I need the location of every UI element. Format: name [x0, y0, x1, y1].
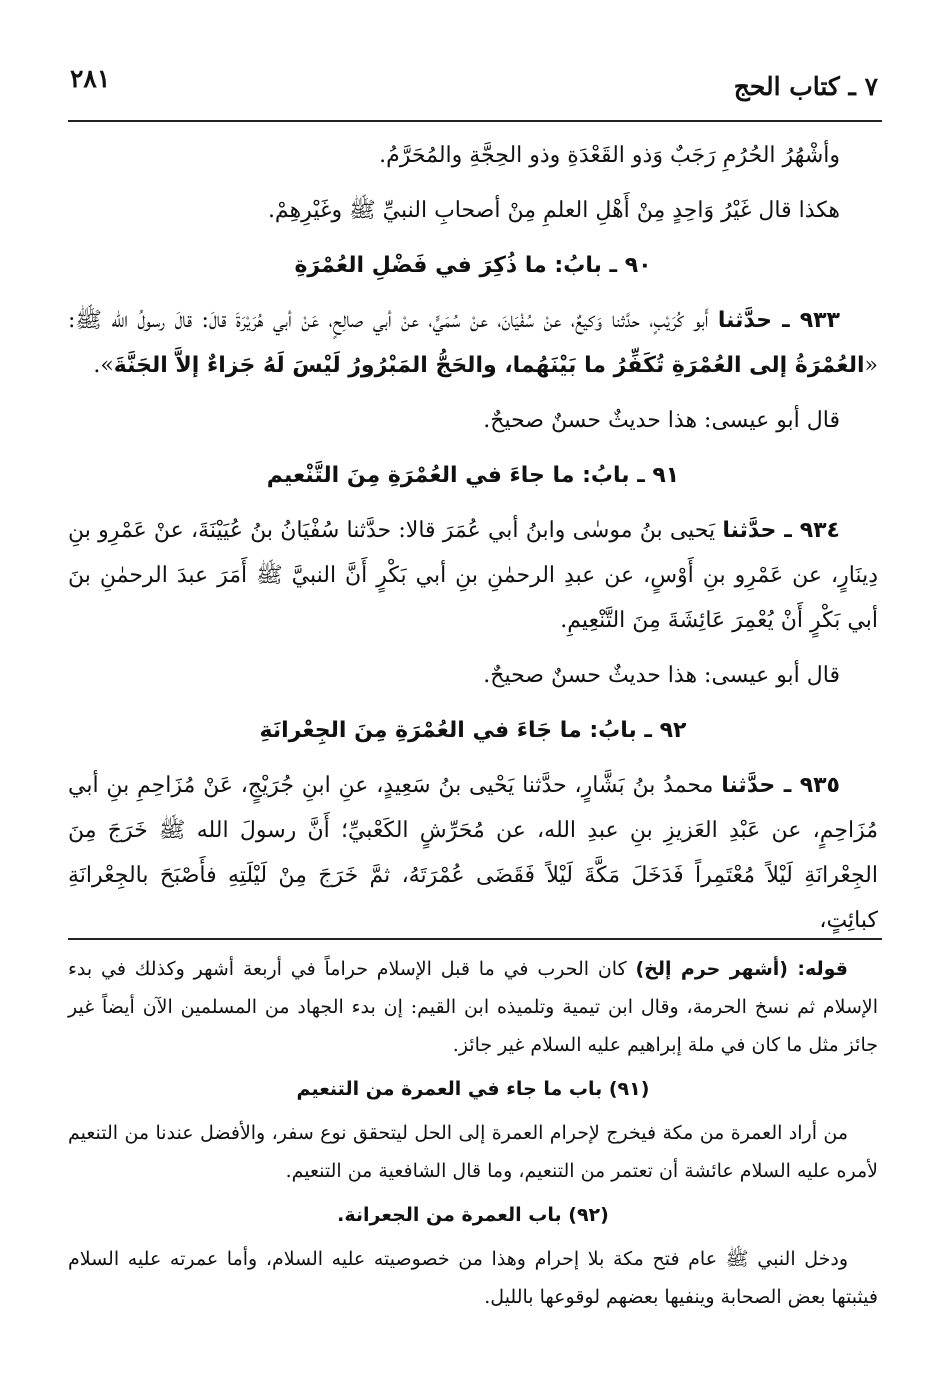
grading-934: قال أبو عيسى: هذا حديثٌ حسنٌ صحيحٌ.	[483, 663, 840, 688]
hadith-933-end: ».	[93, 353, 114, 378]
grading-933: قال أبو عيسى: هذا حديثٌ حسنٌ صحيحٌ.	[483, 408, 840, 433]
hadith-935	[68, 763, 878, 943]
paragraph-sacred-months: وأشْهُرُ الحُرُمِ رَجَبٌ وَذو القَعْدَةِ وذو الحِجَّةِ والمُحَرَّمُ.	[379, 143, 840, 168]
chapter-heading-92: ٩٢ ـ بابُ: ما جَاءَ في العُمْرَةِ مِنَ الجِعْرانَةِ	[259, 718, 687, 743]
footnote-sacred-months	[68, 950, 878, 1064]
footnote-jirana: ودخل النبي ﷺ عام فتح مكة بلا إحرام وهذا من خصوصيته عليه السلام، وأما عمرته عليه السلام فيثبتها بعض الصحابة وينفيها بعضهم لوقوعها بالليل.	[68, 1248, 878, 1308]
hadith-935-number: ٩٣٥ ـ حدَّثنا	[721, 773, 840, 798]
hadith-934-text: يَحيى بنُ موسٰى وابنُ أبي عُمَرَ قالا: حدَّثنا سُفْيَانُ بنُ عُيَيْنَةَ، عنْ عَمْرِو بنِ دِينَارٍ، عن عَمْرِو بنِ أَوْسٍ، عن عبدِ الرحمٰنِ بنِ أبي بَكْرٍ أَنَّ النبيَّ ﷺ أَمَرَ عبدَ الرحمٰنِ بنَ أبي بَكْرٍ أَنْ يُعْمِرَ عَائِشَةَ مِنَ التَّنْعِيمِ.	[68, 518, 878, 633]
hadith-933-number: ٩٣٣ ـ حدَّثنا	[717, 308, 840, 333]
hadith-933-chain: أَبو كُرَيْبٍ، حدَّثنا وَكيعٌ، عنْ سُفْيَانَ، عنْ سُمَيٍّ، عنْ أبي صالِحٍ، عَنْ أبي هُرَيْرَةَ قالَ: قالَ رسولُ الله ﷺ: «	[68, 308, 878, 378]
hadith-934	[68, 508, 878, 643]
hadith-933-matn: العُمْرَةُ إلى العُمْرَةِ تُكَفِّرُ ما بَيْنَهُما، والحَجُّ المَبْرُورُ لَيْسَ لَهُ جَزاءٌ إلاَّ الجَنَّةَ	[113, 353, 865, 378]
main-text	[68, 133, 878, 953]
header-divider	[68, 120, 882, 122]
footnotes	[68, 950, 878, 1322]
hadith-934-number: ٩٣٤ ـ حدَّثنا	[722, 518, 840, 543]
hadith-933	[68, 298, 878, 388]
footnote-lemma: قوله: (أشهر حرم إلخ)	[635, 958, 848, 980]
footnote-heading-92: (٩٢) باب العمرة من الجعرانة.	[337, 1204, 609, 1226]
paragraph-scholars: هكذا قال غَيْرُ وَاحِدٍ مِنْ أَهْلِ العلمِ مِنْ أصحابِ النبيِّ ﷺ وغَيْرِهِمْ.	[267, 198, 840, 223]
footnote-divider	[68, 938, 882, 940]
hadith-935-text: محمدُ بنُ بَشَّارٍ، حدَّثنا يَحْيى بنُ سَعِيدٍ، عنِ ابنِ جُرَيْجٍ، عَنْ مُزَاحِمِ بنِ أبي مُزَاحِمٍ، عن عَبْدِ العَزيزِ بنِ عبدِ الله، عن مُحَرِّشٍ الكَعْبيِّ؛ أَنَّ رسولَ الله ﷺ خَرَجَ مِنَ الجِعْرانَةِ لَيْلاً مُعْتَمِراً فَدَخَلَ مَكَّةَ لَيْلاً فَقَضَى عُمْرَتَهُ، ثمَّ خَرَجَ مِنْ لَيْلَتِهِ فأَصْبَحَ بالجِعْرانَةِ كبائِتٍ،	[68, 773, 878, 933]
chapter-title: ٧ ـ كتاب الحج	[733, 72, 878, 101]
footnote-heading-91: (٩١) باب ما جاء في العمرة من التنعيم	[296, 1078, 650, 1100]
footnote-tanim: من أراد العمرة من مكة فيخرج لإحرام العمرة إلى الحل ليتحقق نوع سفر، والأفضل عندنا من التنعيم لأمره عليه السلام عائشة أن تعتمر من التنعيم، وما قال الشافعية من التنعيم.	[68, 1122, 878, 1182]
page-number: ٢٨١	[70, 64, 111, 93]
chapter-heading-91: ٩١ ـ بابُ: ما جاءَ في العُمْرَةِ مِنَ التَّنْعيم	[266, 463, 680, 488]
footnote-sacred-months-text: كان الحرب في ما قبل الإسلام حراماً في أربعة أشهر وكذلك في بدء الإسلام ثم نسخ الحرمة، وقال ابن تيمية وتلميذه ابن القيم: إن بدء الجهاد من المسلمين الآن أيضاً غير جائز مثل ما كان في ملة إبراهيم عليه السلام غير جائز.	[68, 958, 878, 1056]
chapter-heading-90: ٩٠ ـ بابُ: ما ذُكِرَ في فَضْلِ العُمْرَةِ	[294, 253, 652, 278]
